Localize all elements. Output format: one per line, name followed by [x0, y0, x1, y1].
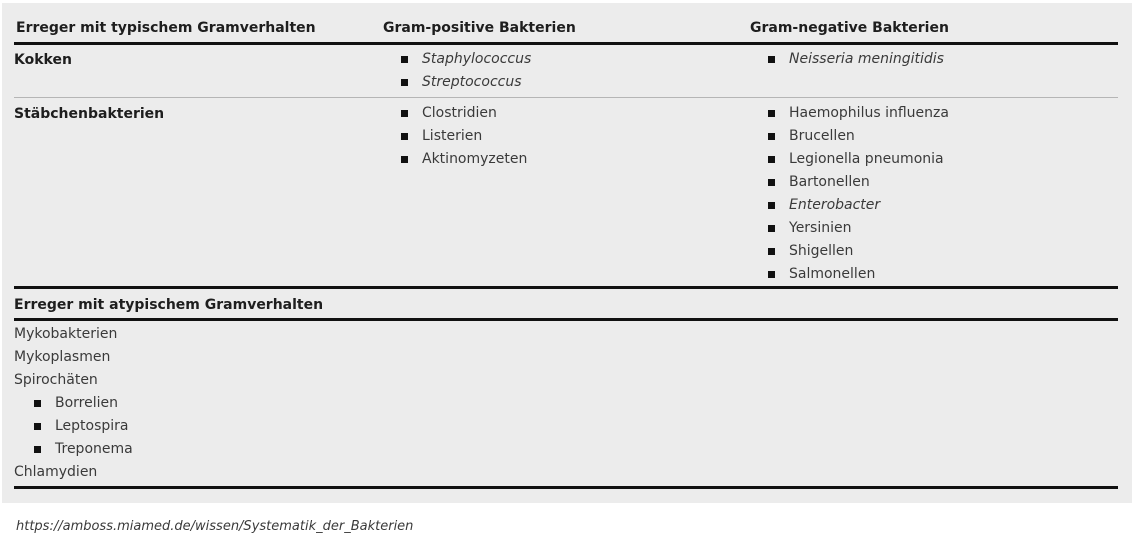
- table-panel: [2, 3, 1132, 503]
- list-item: Enterobacter: [768, 194, 949, 217]
- header-gram-positive: Gram-positive Bakterien: [383, 20, 576, 36]
- kokken-gram-positive-list: [401, 48, 531, 94]
- list-item: Spirochäten: [14, 372, 98, 388]
- list-item: Leptospira: [34, 415, 133, 438]
- list-item: Haemophilus influenza: [768, 102, 949, 125]
- list-item: Bartonellen: [768, 171, 949, 194]
- list-item: Yersinien: [768, 217, 949, 240]
- atypical-header-rule: [14, 318, 1118, 321]
- list-item: Salmonellen: [768, 263, 949, 286]
- list-item: Mykobakterien: [14, 326, 118, 342]
- list-item: Brucellen: [768, 125, 949, 148]
- section-rule: [14, 286, 1118, 289]
- list-item: Legionella pneumonia: [768, 148, 949, 171]
- list-item: Chlamydien: [14, 464, 98, 480]
- list-item: Treponema: [34, 438, 133, 461]
- header-rule: [14, 42, 1118, 45]
- list-item: Mykoplasmen: [14, 349, 111, 365]
- list-item: Shigellen: [768, 240, 949, 263]
- spirochete-sublist: [34, 392, 133, 461]
- header-gram-negative: Gram-negative Bakterien: [750, 20, 949, 36]
- row-label-staebchen: Stäbchenbakterien: [14, 106, 165, 122]
- header-atypical: Erreger mit atypischem Gramverhalten: [14, 297, 324, 313]
- list-item: Neisseria meningitidis: [768, 48, 944, 71]
- kokken-gram-negative-list: [768, 48, 944, 71]
- staebchen-gram-negative-list: [768, 102, 949, 286]
- table-bottom-rule: [14, 486, 1118, 489]
- list-item: Borrelien: [34, 392, 133, 415]
- row-label-kokken: Kokken: [14, 52, 72, 68]
- source-url: https://amboss.miamed.de/wissen/Systematik_der_Bakterien: [16, 519, 414, 534]
- list-item: Listerien: [401, 125, 527, 148]
- list-item: Clostridien: [401, 102, 527, 125]
- list-item: Aktinomyzeten: [401, 148, 527, 171]
- list-item: Streptococcus: [401, 71, 531, 94]
- staebchen-gram-positive-list: [401, 102, 527, 171]
- row-divider: [14, 97, 1118, 98]
- header-typical: Erreger mit typischem Gramverhalten: [16, 20, 316, 36]
- list-item: Staphylococcus: [401, 48, 531, 71]
